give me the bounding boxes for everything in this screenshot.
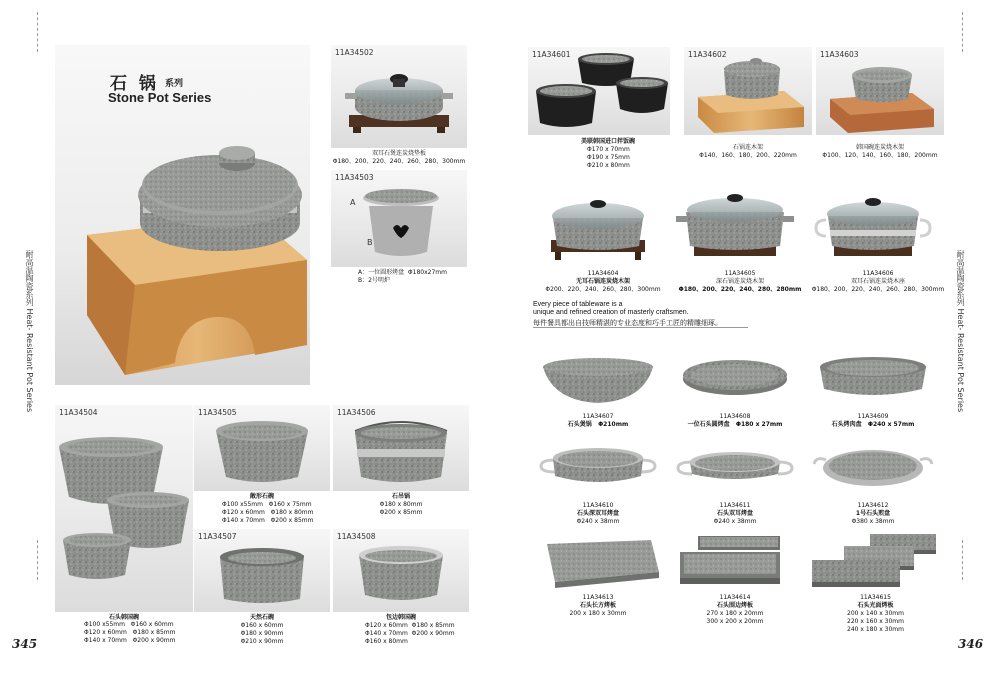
natural-stone-bowl: [194, 529, 330, 612]
product-11A34613-code: 11A34613: [582, 594, 614, 601]
product-11A34503-line1: A：一位圆形烤盘 Φ180x27mm: [358, 269, 447, 276]
product-11A34608-image: [670, 345, 800, 411]
product-11A34614-sizes: 270 x 180 x 20mm 300 x 200 x 20mm: [706, 610, 764, 625]
product-11A34507-name: 天然石碗: [249, 614, 274, 621]
product-11A34508-name: 包边韩国碗: [385, 614, 416, 621]
product-11A34602-name: 石锅连木架: [732, 144, 763, 151]
fold-dash-bottom-right: [962, 540, 963, 580]
product-11A34506-image: [333, 405, 469, 491]
product-code: 11A34602: [688, 50, 727, 59]
round-stone-plate-on-burner: [331, 170, 467, 267]
product-code: 11A34603: [820, 50, 859, 59]
product-11A34609-name: 石头烤肉盘 Φ240 x 57mm: [831, 421, 915, 428]
product-11A34601-image: [528, 47, 670, 135]
product-code: 11A34503: [335, 173, 374, 182]
product-code: 11A34502: [335, 48, 374, 57]
product-11A34606-name: 双耳石锅连炭烧木座: [850, 278, 905, 285]
product-11A34505-name: 敞形石碗: [249, 493, 274, 500]
double-ear-grill-pan: [670, 438, 800, 500]
product-11A34502-sizes: Φ180、200、220、240、260、280、300mm: [332, 158, 466, 165]
label-a: A: [350, 198, 356, 207]
product-11A34615-sizes: 200 x 140 x 30mm 220 x 160 x 30mm 240 x 180 x 30mm: [847, 610, 904, 633]
series-title-cn: 石 锅: [110, 74, 159, 94]
product-11A34507-sizes: Φ160 x 60mm Φ180 x 90mm Φ210 x 90mm: [240, 622, 284, 645]
product-11A34604-code: 11A34604: [587, 270, 619, 277]
product-11A34603-sizes: Φ100、120、140、160、180、200mm: [822, 152, 938, 159]
tagline-en-1: Every piece of tableware is a: [533, 301, 623, 308]
product-11A34610-name: 石头深双耳烤盘: [576, 510, 619, 517]
product-11A34508-sizes: Φ120 x 60mm Φ180 x 85mm Φ140 x 70mm Φ200 x 90mm Φ160 x 80mm: [365, 622, 455, 645]
open-stone-bowl: [194, 405, 330, 491]
product-11A34614-code: 11A34614: [719, 594, 751, 601]
product-11A34506-name: 石吊锅: [391, 493, 410, 500]
product-11A34605-image: [670, 188, 800, 268]
product-11A34611-image: [670, 438, 800, 500]
product-11A34613-sizes: 200 x 180 x 30mm: [569, 610, 627, 617]
product-code: 11A34508: [337, 532, 376, 541]
product-code: 11A34504: [59, 408, 98, 417]
product-code: 11A34601: [532, 50, 571, 59]
stone-wok: [533, 345, 663, 411]
korean-bibimbap-bowls: [528, 47, 670, 135]
product-11A34611-sizes: Φ240 x 38mm: [713, 518, 757, 525]
product-11A34508-image: [333, 529, 469, 612]
fold-dash-bottom-left: [37, 540, 38, 580]
stone-pot-glass-lid-wood-base: [533, 188, 663, 268]
product-11A34601-sizes: Φ170 x 70mm Φ190 x 75mm Φ210 x 80mm: [587, 146, 630, 169]
product-11A34503-image: [331, 170, 467, 267]
product-11A34504-image: [55, 405, 193, 612]
product-11A34604-image: [533, 188, 663, 268]
stone-frying-pan: [808, 438, 938, 500]
round-stone-grill-plate: [670, 345, 800, 411]
stone-bbq-plate: [808, 345, 938, 411]
product-11A34610-image: [533, 438, 663, 500]
product-11A34607-image: [533, 345, 663, 411]
series-title-en: Stone Pot Series: [108, 90, 212, 105]
product-11A34604-sizes: Φ200、220、240、260、280、300mm: [545, 286, 661, 293]
side-title-left: 耐高温陶瓷系列 Heat- Resistant Pot Series: [25, 250, 34, 413]
product-11A34610-sizes: Φ240 x 38mm: [576, 518, 620, 525]
product-11A34613-name: 石头长方烤板: [579, 602, 616, 609]
product-11A34605-sizes: Φ180、200、220、240、280、280mm: [678, 286, 802, 293]
product-11A34612-sizes: Φ380 x 38mm: [851, 518, 895, 525]
product-11A34614-name: 石头围边烤板: [716, 602, 753, 609]
label-b: B: [367, 238, 373, 247]
product-11A34607-code: 11A34607: [582, 413, 614, 420]
stone-pot-steel-handles: [808, 188, 938, 268]
korean-bowl-on-charcoal-wood-stand: [816, 47, 944, 135]
product-code: 11A34507: [198, 532, 237, 541]
product-11A34612-code: 11A34612: [857, 502, 889, 509]
product-11A34502-image: [331, 45, 467, 148]
product-11A34601-name: 美联韩国进口拌饭碗: [580, 138, 635, 145]
stone-hanging-pot: [333, 405, 469, 491]
rimmed-stone-grill-boards: [670, 532, 800, 592]
product-11A34602-sizes: Φ140、160、180、200、220mm: [699, 152, 797, 159]
product-11A34612-name: 1号石头煎盘: [855, 510, 891, 517]
product-11A34602-image: [684, 47, 812, 135]
tagline-en-2: unique and refined creation of masterly craftsmen.: [533, 309, 689, 316]
product-code: 11A34506: [337, 408, 376, 417]
product-11A34611-name: 石头双耳烤盘: [716, 510, 753, 517]
product-11A34612-image: [808, 438, 938, 500]
product-11A34607-name: 石头煲锅 Φ210mm: [567, 421, 629, 428]
deep-stone-pot-with-lid: [670, 188, 800, 268]
rectangular-stone-grill-board: [533, 532, 663, 592]
page-number-left: 345: [12, 637, 38, 651]
product-11A34609-image: [808, 345, 938, 411]
product-11A34603-image: [816, 47, 944, 135]
product-11A34610-code: 11A34610: [582, 502, 614, 509]
product-11A34503-line2: B：2号明炉: [358, 277, 390, 284]
product-11A34604-name: 无耳石锅连炭烧木架: [575, 278, 630, 285]
product-code: 11A34505: [198, 408, 237, 417]
stone-pot-on-wood-stand: [684, 47, 812, 135]
page-number-right: 346: [958, 637, 984, 651]
product-11A34606-image: [808, 188, 938, 268]
product-11A34504-sizes: Φ100 x55mm Φ160 x 60mm Φ120 x 60mm Φ180 x 85mm Φ140 x 70mm Φ200 x 90mm: [84, 621, 176, 644]
product-11A34611-code: 11A34611: [719, 502, 751, 509]
product-11A34613-image: [533, 532, 663, 592]
product-11A34605-code: 11A34605: [724, 270, 756, 277]
fold-dash-top-right: [962, 12, 963, 52]
product-11A34603-name: 韩国碗连炭烧木架: [855, 144, 904, 151]
product-11A34605-name: 深石锅连炭烧木架: [715, 278, 764, 285]
rimmed-korean-bowl: [333, 529, 469, 612]
product-11A34506-sizes: Φ180 x 80mm Φ200 x 85mm: [379, 501, 423, 516]
product-11A34614-image: [670, 532, 800, 592]
product-11A34507-image: [194, 529, 330, 612]
fold-dash-top-left: [37, 12, 38, 52]
deep-double-ear-grill-pan: [533, 438, 663, 500]
product-11A34608-code: 11A34608: [719, 413, 751, 420]
product-11A34608-name: 一位石头圆烤盘 Φ180 x 27mm: [687, 421, 783, 428]
tagline-cn: 每件餐具都出自技师精湛的专业态度和巧手工匠的精雕细琢。: [533, 319, 722, 327]
side-title-right: 耐高温陶瓷系列 Heat- Resistant Pot Series: [956, 250, 965, 413]
smooth-stone-grill-boards: [808, 532, 943, 592]
product-11A34505-sizes: Φ100 x55mm Φ160 x 75mm Φ120 x 60mm Φ180 x 80mm Φ140 x 70mm Φ200 x 85mm: [222, 501, 314, 524]
product-11A34615-name: 石头光面烤板: [857, 602, 894, 609]
hero-image: [55, 45, 310, 385]
series-title-cn-small: 系列: [165, 79, 184, 89]
stone-korean-bowls-stack: [55, 405, 193, 612]
product-11A34615-code: 11A34615: [860, 594, 891, 601]
product-11A34505-image: [194, 405, 330, 491]
tagline-underline: [533, 327, 748, 328]
stone-pot-with-handles-on-board: [331, 45, 467, 148]
product-11A34502-name: 双耳石煲连炭烧垫板: [371, 150, 426, 157]
product-11A34615-image: [808, 532, 943, 592]
product-11A34606-sizes: Φ180、200、220、240、260、280、300mm: [811, 286, 945, 293]
product-11A34606-code: 11A34606: [862, 270, 894, 277]
product-11A34504-name: 石头韩国碗: [108, 614, 139, 621]
product-11A34609-code: 11A34609: [857, 413, 889, 420]
